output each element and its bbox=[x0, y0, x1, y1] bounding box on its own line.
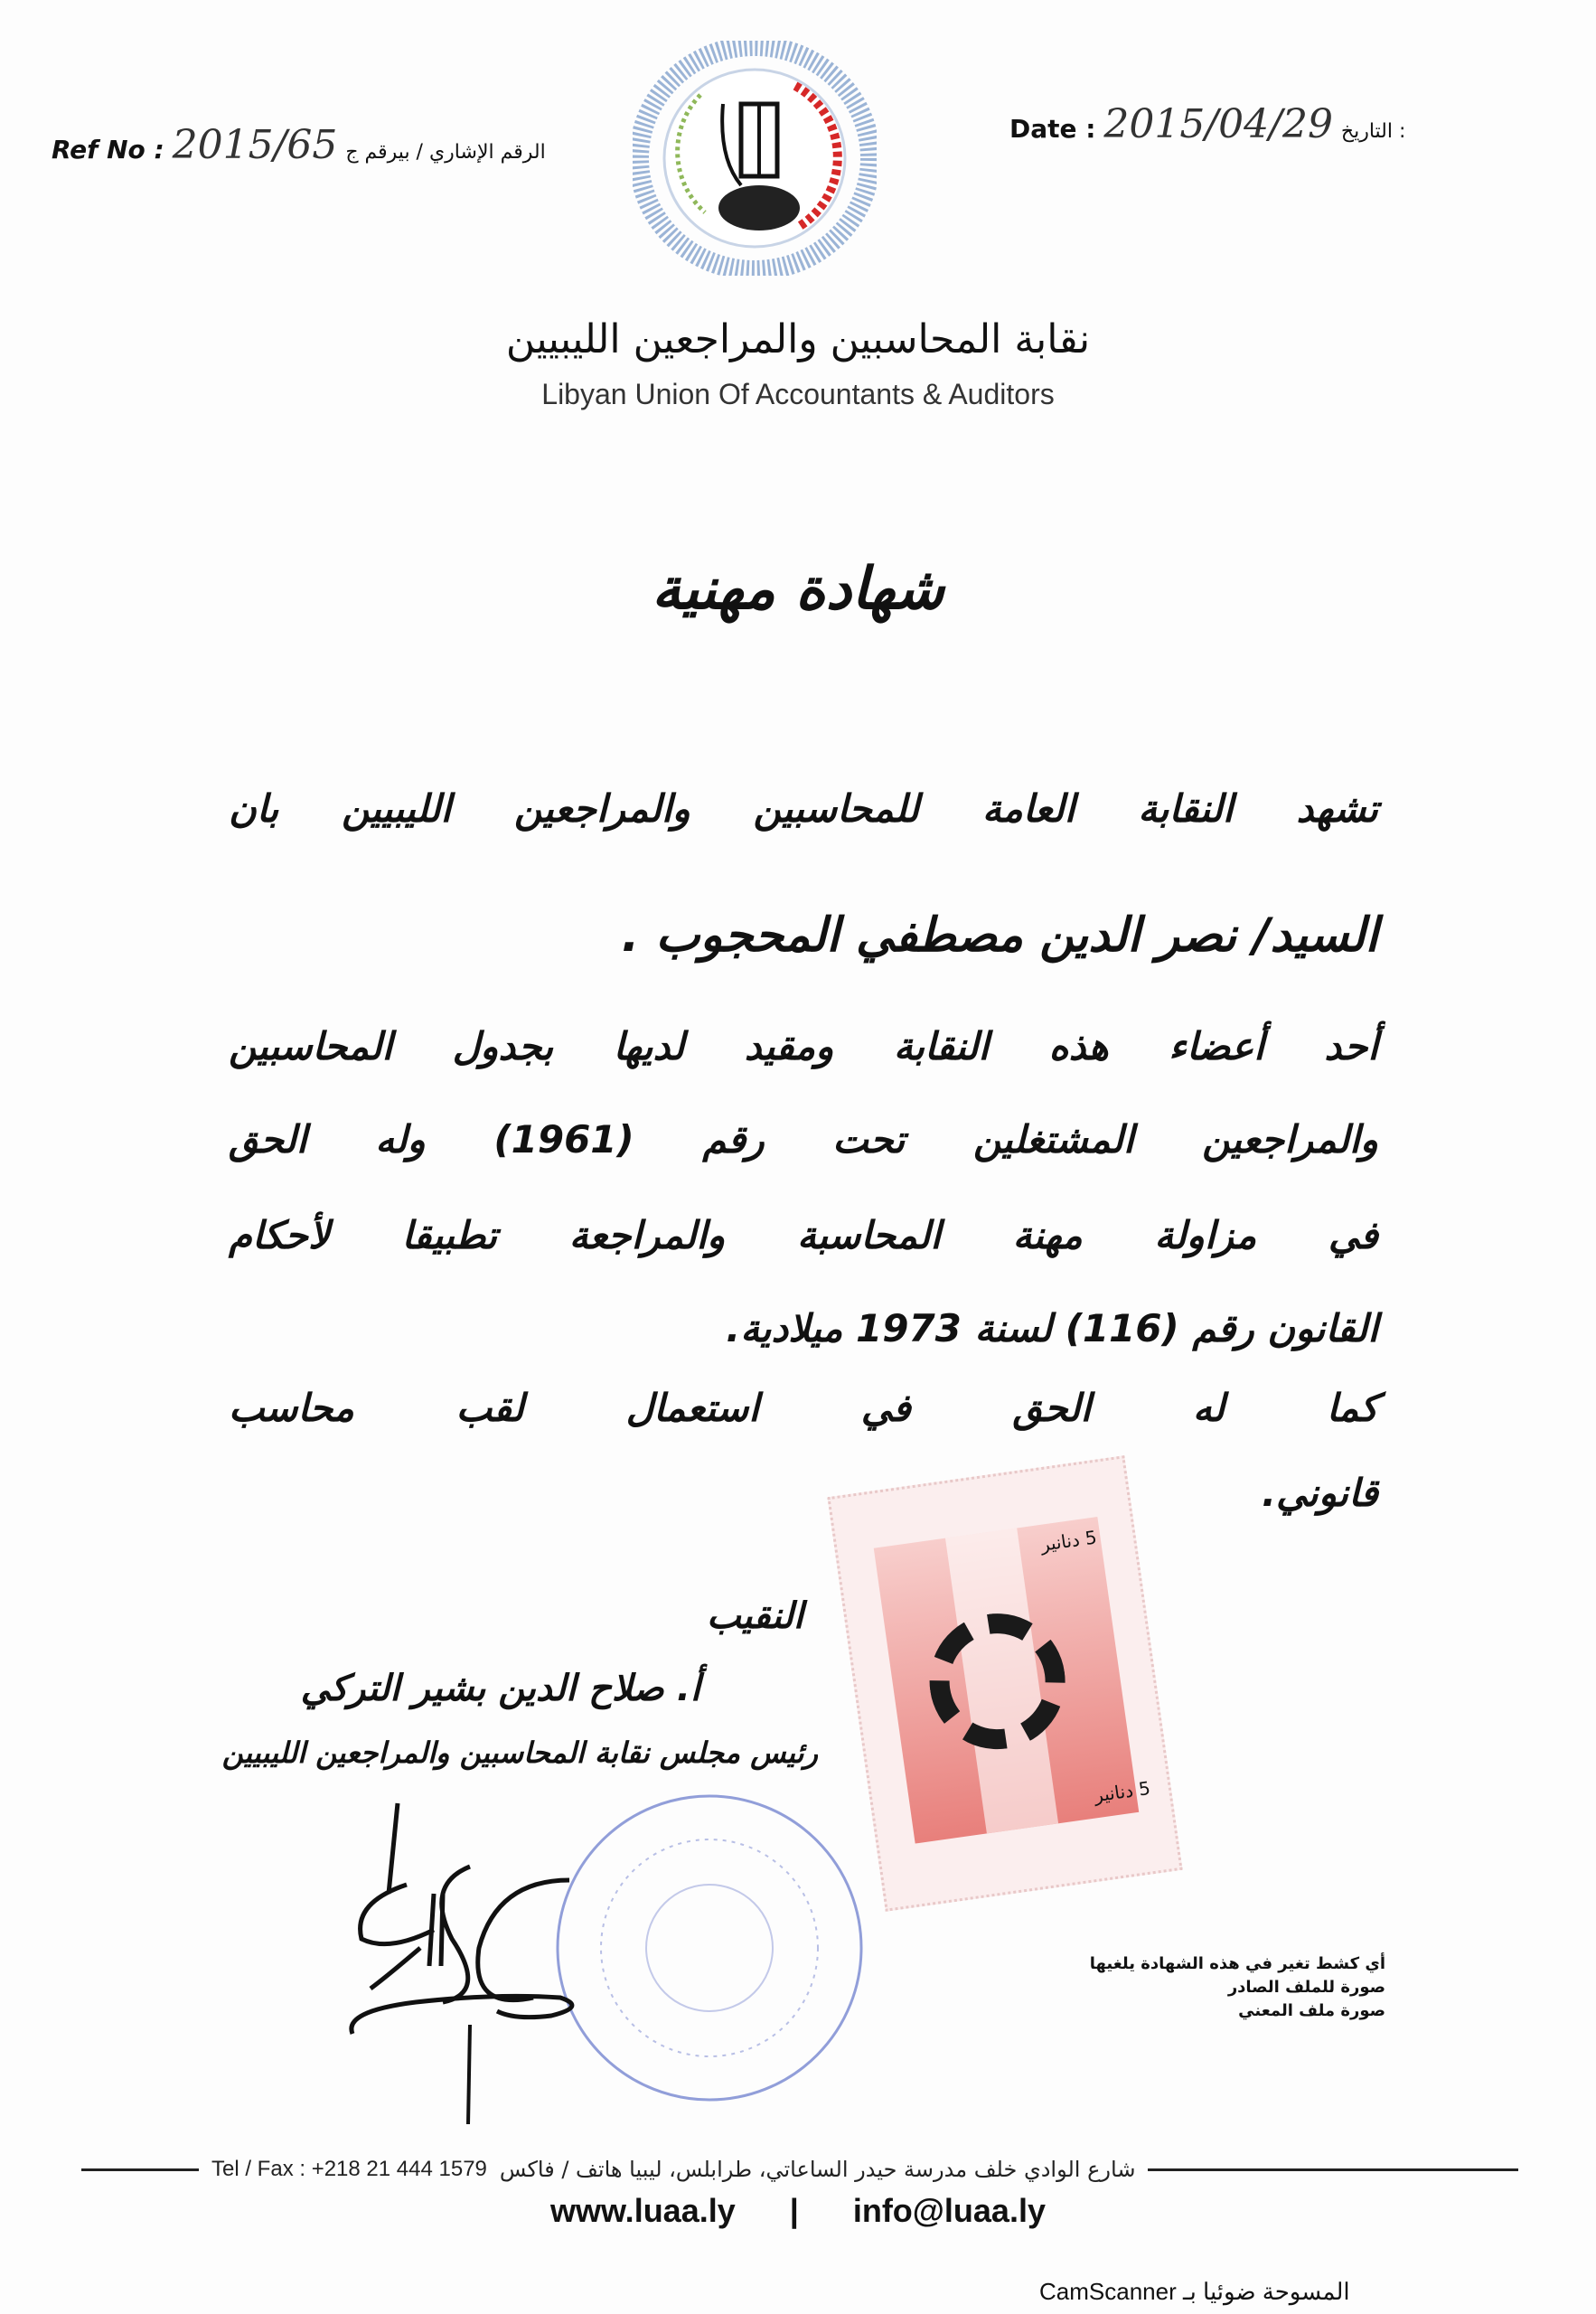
date-value: 2015/04/29 bbox=[1103, 101, 1333, 147]
web-contacts bbox=[0, 2192, 1596, 2230]
signatory-position: رئيس مجلس نقابة المحاسبين والمراجعين الليبيين bbox=[221, 1736, 818, 1770]
ref-value: 2015/65 bbox=[172, 122, 338, 168]
certificate-title: شهادة مهنية bbox=[652, 556, 944, 623]
body-line: القانون رقم (116) لسنة 1973 ميلادية. bbox=[726, 1306, 1378, 1350]
note-line: صورة ملف المعني bbox=[1238, 2001, 1385, 2020]
divider bbox=[1148, 2168, 1518, 2171]
body-line: كما له الحق في استعمال لقب محاسب bbox=[229, 1386, 1378, 1430]
stamp-value-top: 5 دنانير bbox=[1039, 1526, 1099, 1556]
body-line: تشهد النقابة العامة للمحاسبين والمراجعين الليبيين بان bbox=[229, 786, 1378, 831]
document-date bbox=[1009, 101, 1405, 147]
separator: | bbox=[789, 2192, 799, 2229]
divider bbox=[81, 2168, 199, 2171]
date-label: Date : bbox=[1009, 114, 1096, 144]
handwritten-signature bbox=[334, 1794, 606, 2129]
ref-label-ar: الرقم الإشاري / بيرقم ج bbox=[345, 141, 546, 164]
body-line: والمراجعين المشتغلين تحت رقم (1961) وله الحق bbox=[229, 1117, 1379, 1162]
org-name-arabic: نقابة المحاسبين والمراجعين الليبيين bbox=[505, 316, 1091, 362]
note-line: صورة للملف الصادر bbox=[1227, 1978, 1385, 1997]
union-logo bbox=[633, 41, 877, 276]
validity-note bbox=[1090, 1952, 1385, 2023]
signatory-role: النقيب bbox=[707, 1595, 803, 1637]
ref-label: Ref No : bbox=[52, 135, 164, 165]
body-line: أحد أعضاء هذه النقابة ومقيد لديها بجدول المحاسبين bbox=[229, 1024, 1379, 1068]
signatory-name: أ. صلاح الدين بشير التركي bbox=[300, 1668, 700, 1709]
address-arabic: شارع الوادي خلف مدرسة حيدر الساعاتي، طرابلس، ليبيا هاتف / فاكس bbox=[499, 2157, 1136, 2182]
note-line: أي كشط تغير في هذه الشهادة يلغيها bbox=[1089, 1954, 1385, 1973]
camscanner-watermark: المسوحة ضوئيا بـ CamScanner bbox=[1039, 2278, 1350, 2305]
email-link[interactable]: info@luaa.ly bbox=[852, 2192, 1046, 2229]
revenue-stamp bbox=[827, 1455, 1182, 1912]
org-name-english: Libyan Union Of Accountants & Auditors bbox=[541, 378, 1055, 410]
tel-fax: Tel / Fax : +218 21 444 1579 bbox=[211, 2157, 487, 2181]
website-link[interactable]: www.luaa.ly bbox=[550, 2192, 736, 2229]
body-line: قانوني. bbox=[1262, 1471, 1378, 1515]
stamp-value-bottom: 5 دنانير bbox=[1093, 1776, 1152, 1807]
date-label-ar: التاريخ : bbox=[1340, 120, 1406, 143]
member-name-line: السيد/ نصر الدين مصطفي المحجوب . bbox=[621, 908, 1378, 963]
body-line: في مزاولة مهنة المحاسبة والمراجعة تطبيقا لأحكام bbox=[229, 1213, 1378, 1257]
contact-footer bbox=[81, 2157, 1518, 2182]
reference-number bbox=[52, 122, 546, 168]
